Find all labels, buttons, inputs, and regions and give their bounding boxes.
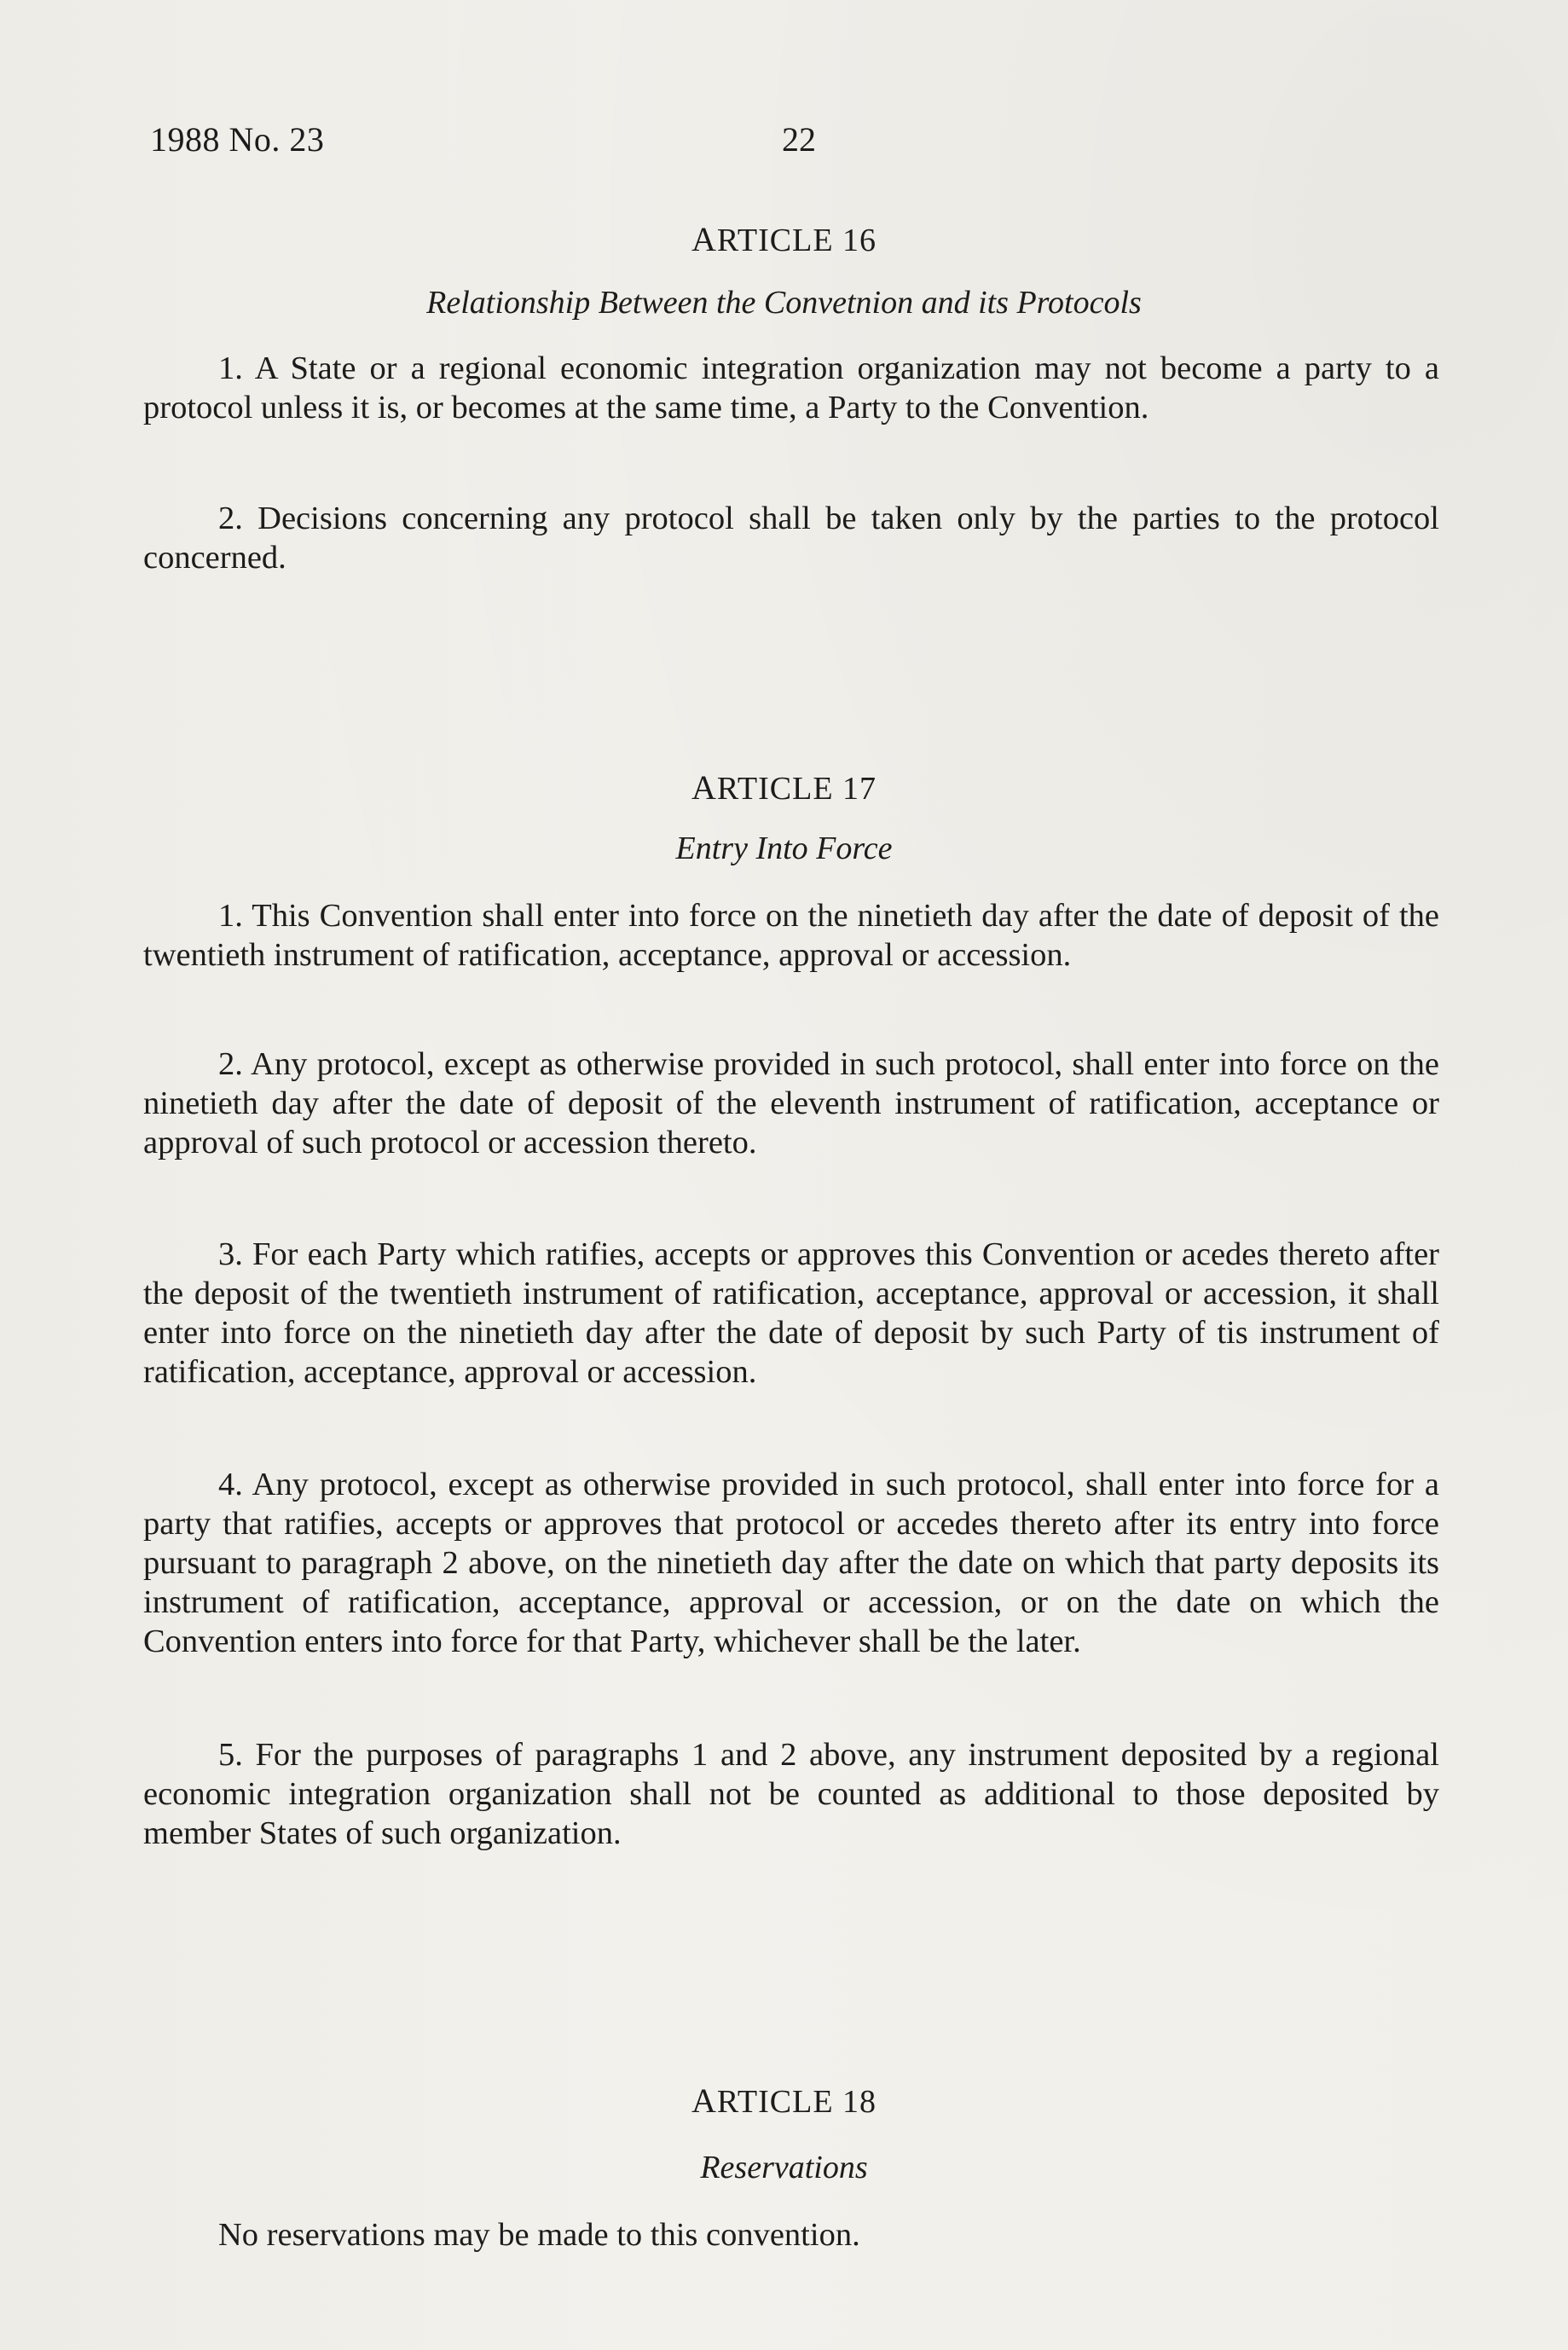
heading-rest: RTICLE 17 [716,771,877,807]
article-17-paragraph-2: 2. Any protocol, except as otherwise provided in such protocol, shall enter into force on the ninetieth day after the date of deposit of the eleventh instrument of ratification, acceptance or approval of such protocol or accession thereto. [143,1046,1439,1161]
article-16-subtitle: Relationship Between the Convetnion and its Protocols [426,285,1142,321]
article-17-heading [0,767,1568,807]
article-17-paragraph-1: 1. This Convention shall enter into force on the ninetieth day after the date of deposit of the twentieth instrument of ratification, acceptance, approval or accession. [143,898,1439,973]
article-18-paragraph-1: No reservations may be made to this convention. [218,2217,860,2253]
article-18-heading [0,2081,1568,2121]
article-17-subtitle: Entry Into Force [675,831,893,866]
page-number: 22 [782,120,816,159]
act-reference: 1988 No. 23 [150,120,325,159]
article-16-paragraph-1: 1. A State or a regional economic integration organization may not become a party to a protocol unless it is, or becomes at the same time, a Party to the Convention. [143,350,1439,425]
article-17-paragraph-5: 5. For the purposes of paragraphs 1 and 2 above, any instrument deposited by a regional economic integration organization shall not be counted as additional to those deposited by member States of such organization. [143,1737,1439,1851]
article-16-paragraph-2: 2. Decisions concerning any protocol shall be taken only by the parties to the protocol concerned. [143,501,1439,576]
heading-rest: RTICLE 18 [716,2084,877,2120]
article-17-paragraph-3: 3. For each Party which ratifies, accepts or approves this Convention or acedes thereto after the deposit of the twentieth instrument of ratification, acceptance, approval or accession, it shall enter into force on the ninetieth day after the date of deposit by such Party of tis instrument of ratification, acceptance, approval or accession. [143,1236,1439,1390]
article-16-heading [0,219,1568,259]
heading-rest: RTICLE 16 [716,223,877,258]
heading-initial: A [691,768,717,807]
heading-initial: A [691,2081,717,2120]
article-17-paragraph-4: 4. Any protocol, except as otherwise provided in such protocol, shall enter into force for a party that ratifies, accepts or approves that protocol or accedes thereto after its entry into force pursuant to paragraph 2 above, on the ninetieth day after the date on which that party deposits its instrument of ratification, acceptance, approval or accession, or on the date on which the Convention enters into force for that Party, whichever shall be the later. [143,1467,1439,1659]
article-18-subtitle: Reservations [700,2150,868,2185]
heading-initial: A [691,220,717,258]
